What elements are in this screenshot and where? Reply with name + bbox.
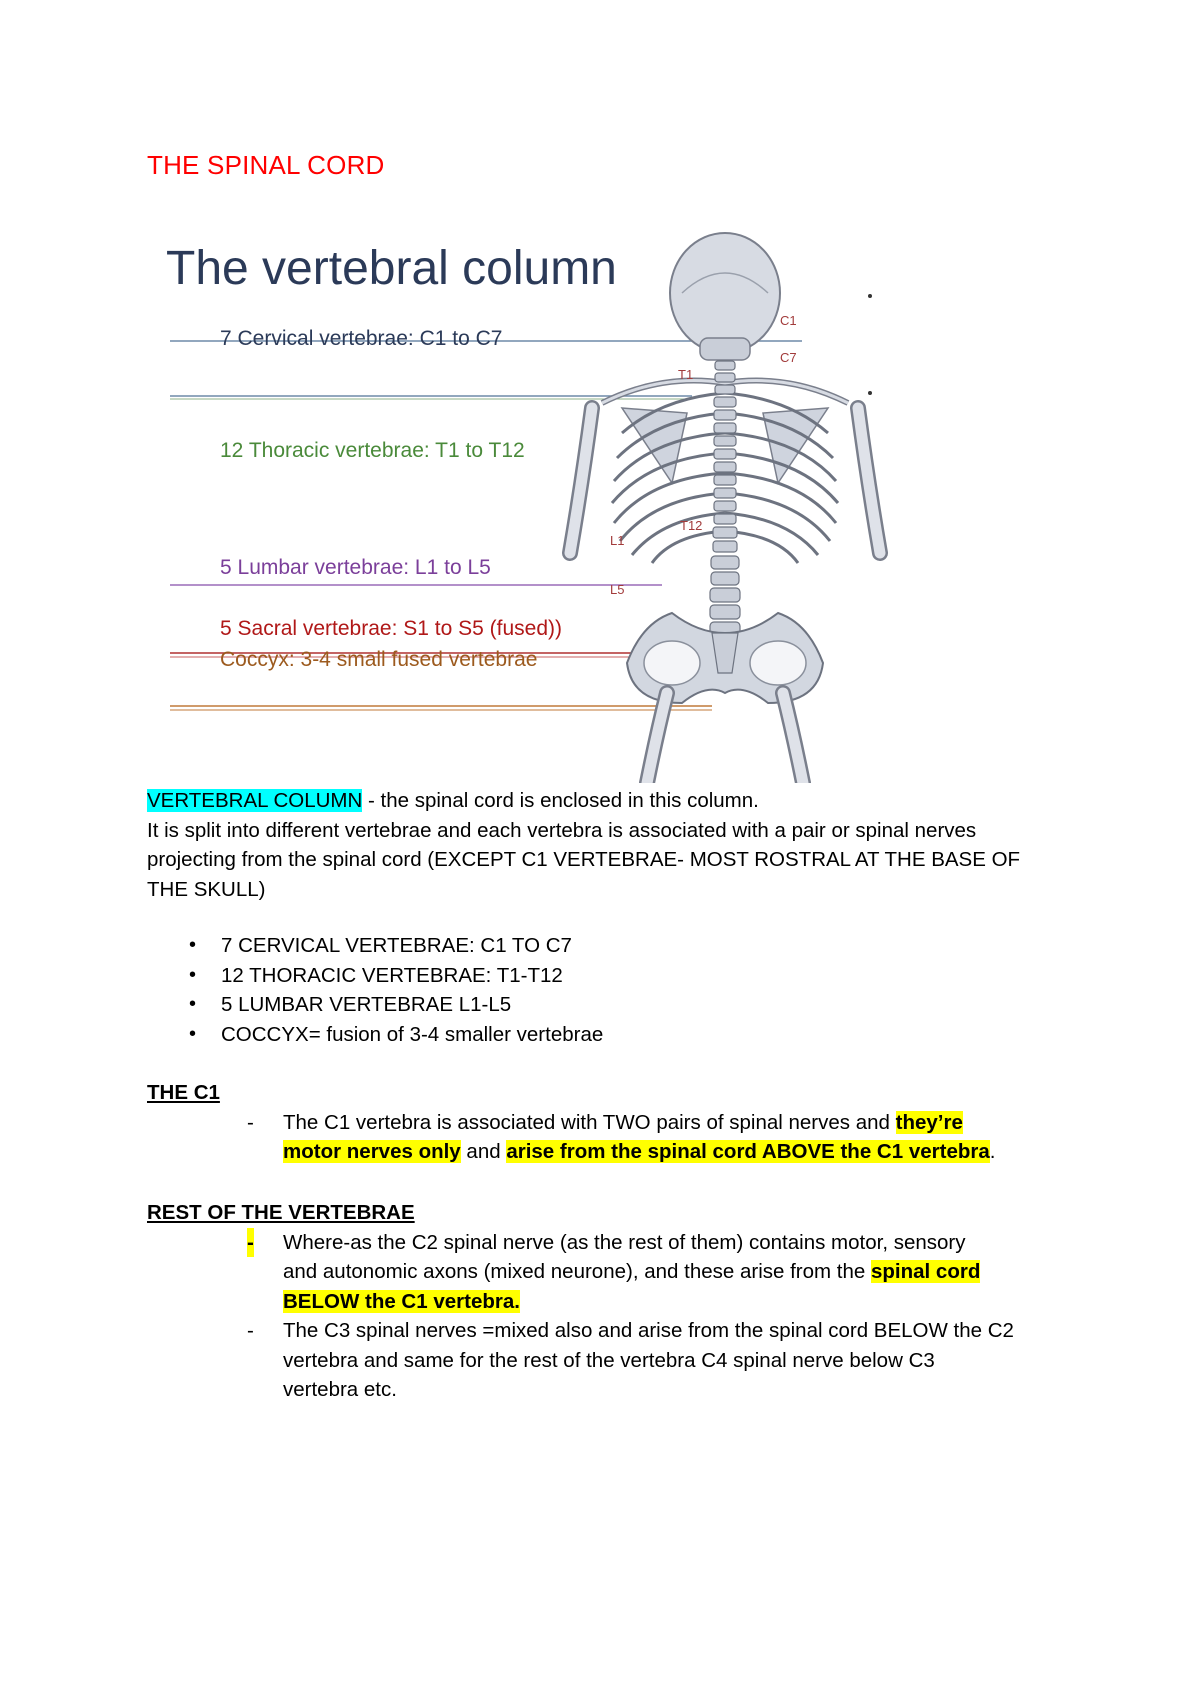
vertebral-column-figure xyxy=(152,213,892,783)
marker-c1: C1 xyxy=(780,313,797,328)
c1-item: - The C1 vertebra is associated with TWO pairs of spinal nerves and they’re motor nerves only and arise from the spinal cord ABOVE the C1 vertebra. xyxy=(147,1108,1087,1167)
bullet-item: • 7 CERVICAL VERTEBRAE: C1 TO C7 xyxy=(147,931,1087,961)
page-title: THE SPINAL CORD xyxy=(147,150,385,180)
section-c1-heading: THE C1 xyxy=(147,1081,220,1104)
section-rest-heading: REST OF THE VERTEBRAE xyxy=(147,1201,415,1224)
bullet-item: • COCCYX= fusion of 3-4 smaller vertebrae xyxy=(147,1020,1087,1050)
marker-l1: L1 xyxy=(610,533,625,548)
bullet-dot: • xyxy=(189,963,197,986)
bullet-dot: • xyxy=(189,934,197,956)
skeleton-illustration xyxy=(152,213,892,783)
bullet-dot: • xyxy=(189,993,197,1015)
marker-t1: T1 xyxy=(678,367,694,382)
marker-c7: C7 xyxy=(780,350,797,365)
rest-item-1: - Where-as the C2 spinal nerve (as the rest of them) contains motor, sensory and autonomic axons (mixed neurone), and these arise from the spinal cord BELOW the C1 vertebra. xyxy=(147,1228,1087,1317)
dash-marker: - xyxy=(247,1319,254,1342)
sacral-label: 5 Sacral vertebrae: S1 to S5 (fused)) xyxy=(220,617,562,640)
bullet-item: • 12 THORACIC VERTEBRAE: T1-T12 xyxy=(147,961,1087,991)
intro-line-1-rest: - the spinal cord is enclosed in this column. xyxy=(368,789,759,812)
vertebrae-bullet-list xyxy=(147,931,1087,1049)
coccyx-label: Coccyx: 3-4 small fused vertebrae xyxy=(220,648,538,671)
figure-title: The vertebral column xyxy=(166,242,617,295)
intro-line-3: projecting from the spinal cord (EXCEPT C1 VERTEBRAE- MOST ROSTRAL AT THE BASE OF xyxy=(147,848,1021,871)
section-rest xyxy=(147,1198,1087,1405)
vertebral-column-highlight: VERTEBRAL COLUMN xyxy=(147,789,363,812)
rest-item-2: - The C3 spinal nerves =mixed also and arise from the spinal cord BELOW the C2 vertebra and same for the rest of the vertebra C4 spinal nerve below C3 vertebra etc. xyxy=(147,1316,1087,1405)
bullet-item: • 5 LUMBAR VERTEBRAE L1-L5 xyxy=(147,990,1087,1020)
intro-paragraph xyxy=(147,786,1087,904)
intro-line-1 xyxy=(147,786,1087,816)
section-c1 xyxy=(147,1078,1087,1167)
cervical-label: 7 Cervical vertebrae: C1 to C7 xyxy=(220,327,503,350)
bullet-dot: • xyxy=(189,1022,197,1045)
dash-marker: - xyxy=(247,1110,254,1134)
marker-t12: T12 xyxy=(680,518,703,533)
lumbar-label: 5 Lumbar vertebrae: L1 to L5 xyxy=(220,556,491,579)
dash-marker-highlighted: - xyxy=(247,1228,254,1258)
intro-line-4: THE SKULL) xyxy=(147,877,266,901)
thoracic-label: 12 Thoracic vertebrae: T1 to T12 xyxy=(220,439,525,462)
marker-l5: L5 xyxy=(610,582,625,597)
intro-line-2: It is split into different vertebrae and each vertebra is associated with a pair or spinal nerves xyxy=(147,818,977,842)
